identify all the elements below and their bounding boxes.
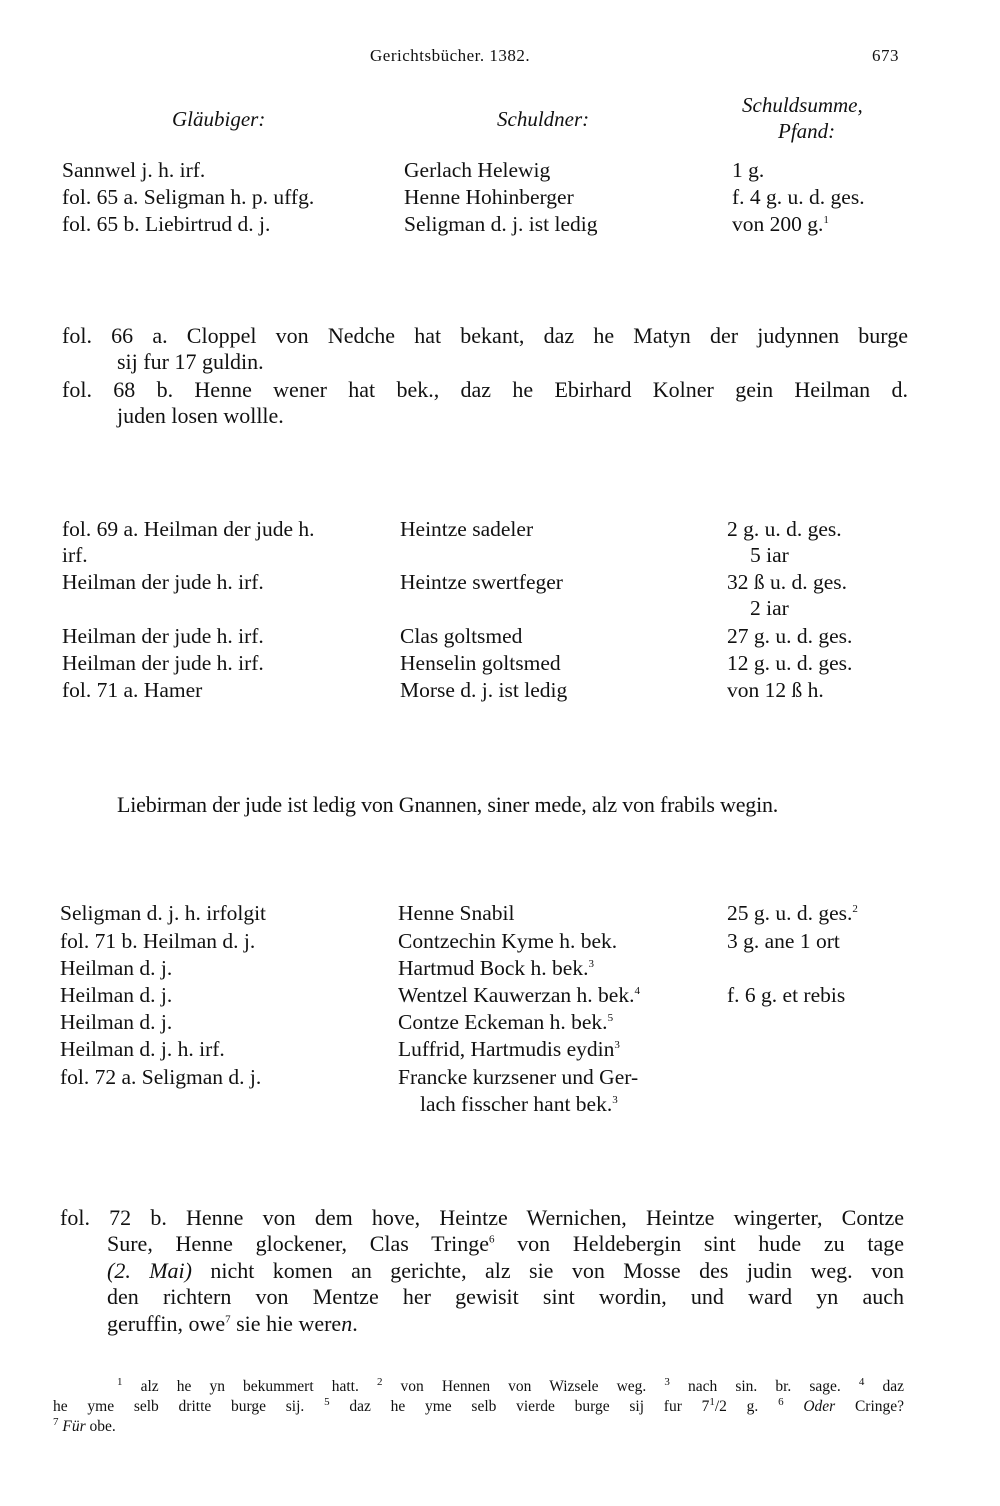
footnote-number: 3 bbox=[664, 1375, 670, 1388]
ledger-creditor: Heilman der jude h. irf. bbox=[62, 570, 264, 594]
amount-text: 25 g. u. d. ges. bbox=[727, 901, 853, 925]
fraction-numerator: 1 bbox=[709, 1395, 715, 1408]
footnote-number: 2 bbox=[376, 1375, 383, 1388]
ledger-debtor-cont bbox=[420, 1092, 618, 1117]
footnote-marker: 3 bbox=[614, 1038, 620, 1051]
ledger-creditor: Heilman der jude h. irf. bbox=[62, 624, 264, 648]
ledger-creditor: Heilman der jude h. irf. bbox=[62, 651, 264, 675]
entry-text: von Heldebergin sint hude zu tage bbox=[494, 1231, 904, 1256]
ledger-creditor: fol. 71 b. Heilman d. j. bbox=[60, 929, 256, 953]
column-heading-debtor: Schuldner: bbox=[497, 107, 590, 131]
entry-line: fol. 68 b. Henne wener hat bek., daz he Ebirhard Kolner gein Heilman d. bbox=[62, 377, 908, 402]
ledger-amount bbox=[732, 212, 829, 237]
footnote-number: 6 bbox=[778, 1395, 784, 1408]
footnote-number: 7 bbox=[53, 1415, 59, 1428]
footnote-text: g. bbox=[726, 1398, 779, 1415]
ledger-creditor: fol. 69 a. Heilman der jude h. bbox=[62, 517, 315, 541]
ledger-debtor: Henne Hohinberger bbox=[404, 185, 574, 209]
footnote-text: Cringe? bbox=[835, 1398, 905, 1415]
ledger-amount: 27 g. u. d. ges. bbox=[727, 624, 853, 648]
entry-text: geruffin, owe bbox=[107, 1311, 226, 1336]
ledger-creditor: Heilman d. j. bbox=[60, 983, 173, 1007]
entry-line bbox=[107, 1311, 358, 1337]
footnote-line bbox=[53, 1395, 905, 1416]
ledger-creditor: Heilman d. j. bbox=[60, 1010, 173, 1034]
ledger-amount: 2 g. u. d. ges. bbox=[727, 517, 842, 541]
entry-line: juden losen wollle. bbox=[117, 403, 284, 428]
debtor-text: Luffrid, Hartmudis eydin bbox=[398, 1037, 615, 1061]
entry-text-italic: n bbox=[341, 1311, 353, 1336]
ledger-amount: 32 ß u. d. ges. bbox=[727, 570, 848, 594]
ledger-creditor: fol. 72 a. Seligman d. j. bbox=[60, 1065, 262, 1089]
ledger-debtor: Henselin goltsmed bbox=[400, 651, 561, 675]
ledger-creditor: Sannwel j. h. irf. bbox=[62, 158, 206, 182]
date-annotation: (2. Mai) bbox=[107, 1258, 192, 1283]
ledger-debtor bbox=[398, 956, 594, 981]
page-number: 673 bbox=[872, 46, 899, 65]
column-heading-creditor: Gläubiger: bbox=[172, 107, 266, 131]
ledger-amount: f. 4 g. u. d. ges. bbox=[732, 185, 865, 209]
entry-line: Liebirman der jude ist ledig von Gnannen, siner mede, alz von frabils wegin. bbox=[117, 792, 779, 817]
footnote-number: 4 bbox=[858, 1375, 865, 1388]
footnote-text: von Hennen von Wizsele weg. bbox=[382, 1378, 665, 1395]
debtor-text: lach fisscher hant bek. bbox=[420, 1092, 613, 1116]
ledger-amount: 1 g. bbox=[732, 158, 765, 182]
footnote-marker: 6 bbox=[488, 1233, 495, 1246]
entry-line: fol. 72 b. Henne von dem hove, Heintze Wernichen, Heintze wingerter, Contze bbox=[60, 1205, 904, 1230]
footnote-marker: 3 bbox=[588, 957, 594, 970]
footnote-text-italic: Oder bbox=[783, 1398, 836, 1415]
debtor-text: Wentzel Kauwerzan h. bek. bbox=[398, 983, 635, 1007]
ledger-debtor bbox=[398, 1010, 613, 1035]
running-title: Gerichtsbücher. 1382. bbox=[370, 46, 531, 65]
entry-line bbox=[107, 1231, 904, 1257]
ledger-debtor: Contzechin Kyme h. bek. bbox=[398, 929, 618, 953]
footnote-text: daz bbox=[864, 1378, 905, 1395]
footnote-text: alz he yn bekummert hatt. bbox=[122, 1378, 377, 1395]
ledger-debtor: Clas goltsmed bbox=[400, 624, 523, 648]
column-heading-pledge: Pfand: bbox=[778, 119, 836, 143]
footnote-text: nach sin. br. sage. bbox=[669, 1378, 859, 1395]
ledger-amount-cont: 5 iar bbox=[750, 543, 789, 567]
ledger-amount: 12 g. u. d. ges. bbox=[727, 651, 853, 675]
footnote-text: he yme selb dritte burge sij. bbox=[53, 1398, 325, 1415]
ledger-debtor: Gerlach Helewig bbox=[404, 158, 551, 182]
entry-text: . bbox=[352, 1311, 358, 1336]
ledger-amount-cont: 2 iar bbox=[750, 596, 789, 620]
ledger-debtor: Heintze sadeler bbox=[400, 517, 534, 541]
ledger-debtor: Seligman d. j. ist ledig bbox=[404, 212, 598, 236]
footnote-marker: 7 bbox=[225, 1313, 231, 1326]
ledger-debtor: Francke kurzsener und Ger- bbox=[398, 1065, 639, 1089]
ledger-creditor: Seligman d. j. h. irfolgit bbox=[60, 901, 267, 925]
footnote-marker: 4 bbox=[634, 984, 640, 997]
footnote-number: 1 bbox=[117, 1375, 123, 1388]
entry-text: sie hie were bbox=[230, 1311, 342, 1336]
ledger-debtor: Morse d. j. ist ledig bbox=[400, 678, 568, 702]
amount-text: von 200 g. bbox=[732, 212, 824, 236]
column-heading-amount: Schuldsumme, bbox=[742, 93, 863, 117]
debtor-text: Contze Eckeman h. bek. bbox=[398, 1010, 608, 1034]
footnote-line bbox=[53, 1415, 116, 1436]
footnote-marker: 5 bbox=[607, 1011, 614, 1024]
footnote-text-italic: Für bbox=[58, 1418, 86, 1435]
ledger-amount: f. 6 g. et rebis bbox=[727, 983, 846, 1007]
footnote-marker: 2 bbox=[852, 902, 858, 915]
entry-text: nicht komen an gerichte, alz sie von Mosse des judin weg. von bbox=[192, 1258, 904, 1283]
ledger-debtor: Henne Snabil bbox=[398, 901, 515, 925]
fraction-denominator: /2 bbox=[714, 1398, 727, 1415]
footnote-line bbox=[117, 1375, 905, 1396]
ledger-amount: 3 g. ane 1 ort bbox=[727, 929, 840, 953]
ledger-amount bbox=[727, 901, 858, 926]
footnote-marker: 3 bbox=[612, 1093, 618, 1106]
ledger-creditor: fol. 65 b. Liebirtrud d. j. bbox=[62, 212, 271, 236]
ledger-creditor: fol. 71 a. Hamer bbox=[62, 678, 203, 702]
ledger-amount: von 12 ß h. bbox=[727, 678, 824, 702]
entry-line: den richtern von Mentze her gewisit sint wordin, und ward yn auch bbox=[107, 1284, 904, 1309]
entry-line: sij fur 17 guldin. bbox=[117, 349, 264, 374]
ledger-creditor: fol. 65 a. Seligman h. p. uffg. bbox=[62, 185, 315, 209]
entry-line bbox=[107, 1258, 904, 1284]
footnote-text: obe. bbox=[85, 1418, 116, 1435]
ledger-creditor: Heilman d. j. h. irf. bbox=[60, 1037, 225, 1061]
entry-line: fol. 66 a. Cloppel von Nedche hat bekant, daz he Matyn der judynnen burge bbox=[62, 323, 908, 348]
ledger-debtor bbox=[398, 1037, 620, 1062]
footnote-number: 5 bbox=[324, 1395, 330, 1408]
ledger-debtor bbox=[398, 983, 640, 1008]
footnote-text: daz he yme selb vierde burge sij fur 7 bbox=[329, 1398, 710, 1415]
debtor-text: Hartmud Bock h. bek. bbox=[398, 956, 589, 980]
entry-text: Sure, Henne glockener, Clas Tringe bbox=[107, 1231, 489, 1256]
ledger-debtor: Heintze swertfeger bbox=[400, 570, 563, 594]
footnote-marker: 1 bbox=[823, 213, 829, 226]
ledger-creditor-cont: irf. bbox=[62, 543, 88, 567]
ledger-creditor: Heilman d. j. bbox=[60, 956, 173, 980]
